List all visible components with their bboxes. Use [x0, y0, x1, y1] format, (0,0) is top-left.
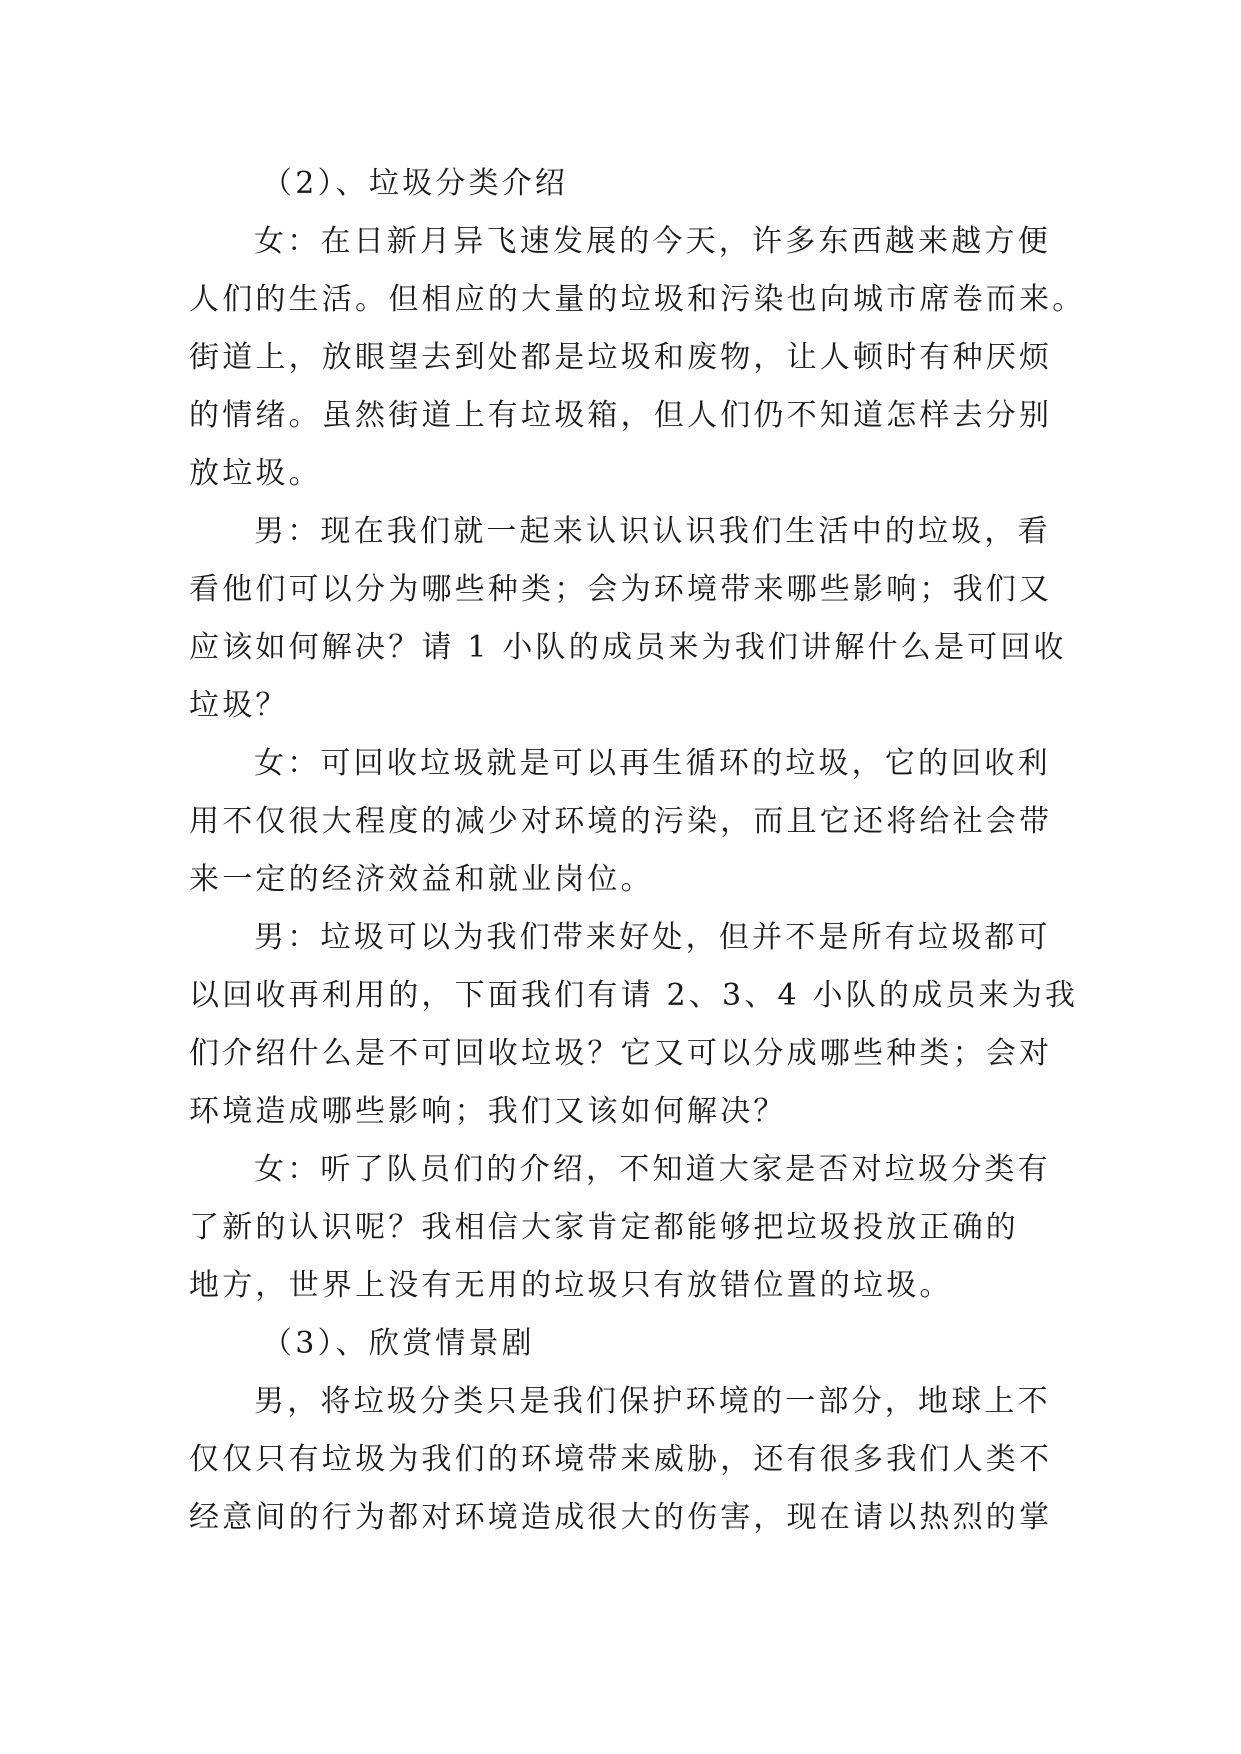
paragraph-line: 女：听了队员们的介绍，不知道大家是否对垃圾分类有: [254, 1152, 1051, 1187]
paragraph-line: 看他们可以分为哪些种类；会为环境带来哪些影响；我们又: [189, 572, 1053, 607]
paragraph-line: 应该如何解决？请 1 小队的成员来为我们讲解什么是可回收: [189, 630, 1067, 665]
paragraph-line: 放垃圾。: [189, 456, 322, 491]
paragraph-line: 仅仅只有垃圾为我们的环境带来威胁，还有很多我们人类不: [189, 1442, 1053, 1477]
paragraph-line: 经意间的行为都对环境造成很大的伤害，现在请以热烈的掌: [189, 1500, 1053, 1535]
paragraph-line: 女：可回收垃圾就是可以再生循环的垃圾，它的回收利: [254, 746, 1051, 781]
paragraph-line: 用不仅很大程度的减少对环境的污染，而且它还将给社会带: [189, 804, 1053, 839]
paragraph-line: 人们的生活。但相应的大量的垃圾和污染也向城市席卷而来。: [189, 282, 1086, 317]
paragraph-line: 男，将垃圾分类只是我们保护环境的一部分，地球上不: [254, 1384, 1051, 1419]
paragraph-line: 的情绪。虽然街道上有垃圾箱，但人们仍不知道怎样去分别: [189, 398, 1053, 433]
paragraph-line: 以回收再利用的，下面我们有请 2、3、4 小队的成员来为我: [189, 978, 1079, 1013]
paragraph-line: 街道上，放眼望去到处都是垃圾和废物，让人顿时有种厌烦: [189, 340, 1053, 375]
section-heading-garbage-classification: （2）、垃圾分类介绍: [262, 166, 569, 201]
paragraph-line: 男：垃圾可以为我们带来好处，但并不是所有垃圾都可: [254, 920, 1051, 955]
paragraph-line: 来一定的经济效益和就业岗位。: [189, 862, 654, 897]
paragraph-line: 地方，世界上没有无用的垃圾只有放错位置的垃圾。: [189, 1268, 953, 1303]
paragraph-line: 男：现在我们就一起来认识认识我们生活中的垃圾，看: [254, 514, 1051, 549]
paragraph-line: 垃圾？: [189, 688, 289, 723]
paragraph-line: 环境造成哪些影响；我们又该如何解决？: [189, 1094, 787, 1129]
section-heading-scene-play: （3）、欣赏情景剧: [262, 1326, 535, 1361]
paragraph-line: 们介绍什么是不可回收垃圾？它又可以分成哪些种类；会对: [189, 1036, 1053, 1071]
paragraph-line: 了新的认识呢？我相信大家肯定都能够把垃圾投放正确的: [189, 1210, 1019, 1245]
paragraph-line: 女：在日新月异飞速发展的今天，许多东西越来越方便: [254, 224, 1051, 259]
